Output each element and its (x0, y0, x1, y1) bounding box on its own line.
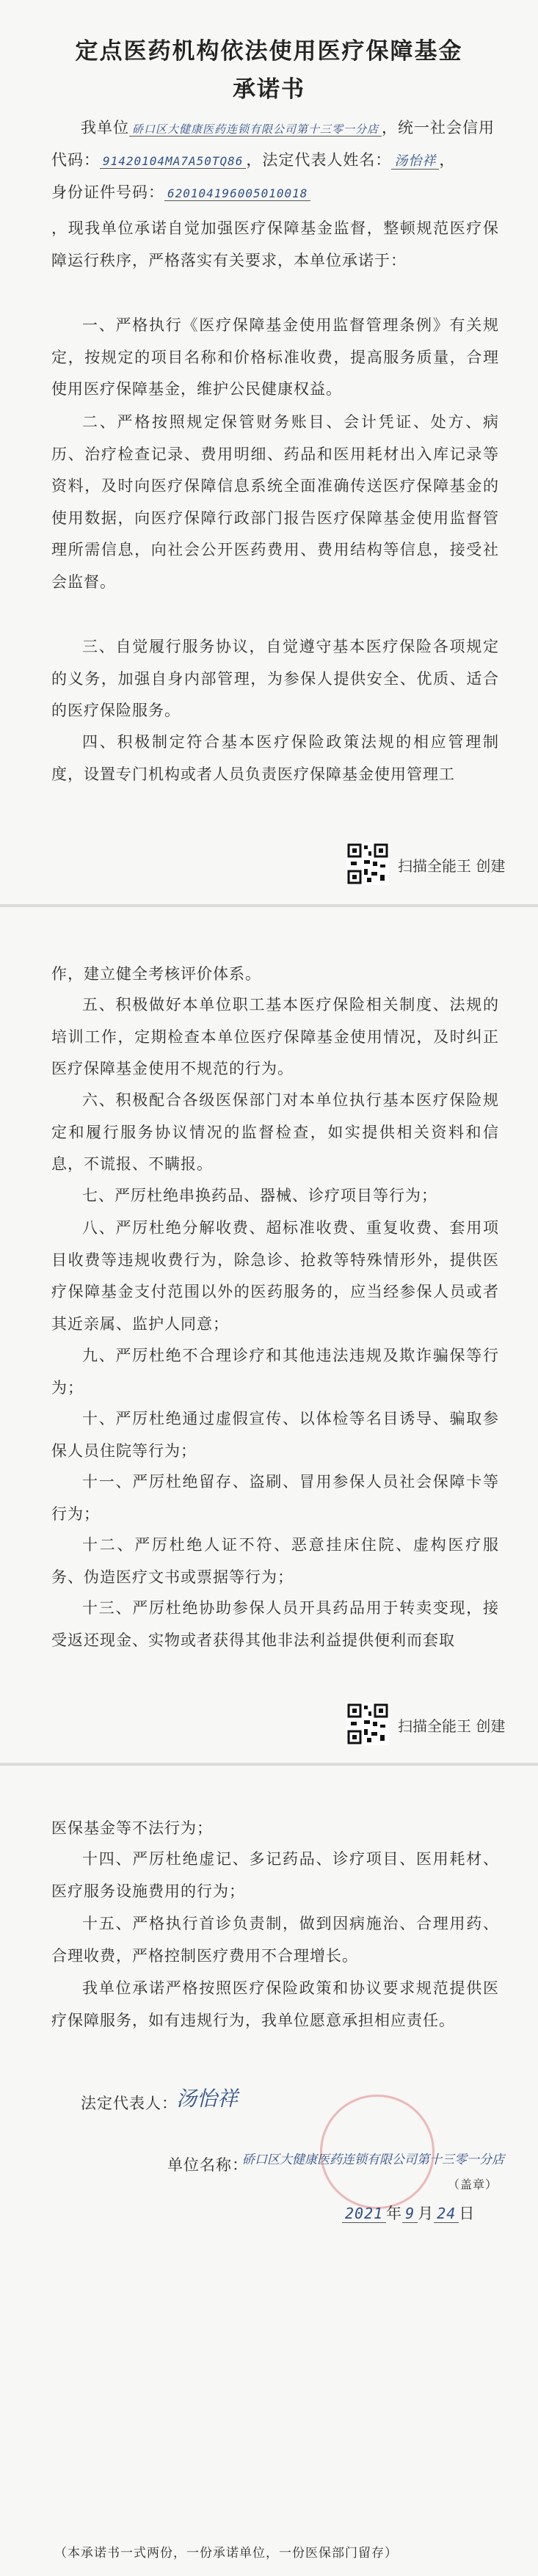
item-3: 三、自觉履行服务协议，自觉遵守基本医疗保险各项规定的义务，加强自身内部管理，为参保人提供安全、优质、适合的医疗保险服务。 (51, 638, 499, 719)
intro-text-a: 我单位 (81, 119, 129, 137)
intro-paragraph: ，现我单位承诺自觉加强医疗保障基金监督，整顿规范医疗保障运行秩序，严格落实有关要求，本单位承诺于： (51, 219, 499, 269)
scanned-page-1 (0, 0, 538, 904)
item-9: 九、严厉杜绝不合理诊疗和其他违法违规及欺诈骗保等行为； (51, 1347, 499, 1397)
item-12: 十二、严厉杜绝人证不符、恶意挂床住院、虚构医疗服务、伪造医疗文书或票据等行为； (51, 1536, 499, 1586)
intro-text-f: 身份证件号码： (51, 183, 164, 201)
scanner-watermark: 扫描全能王 创建 (398, 857, 506, 875)
unit-name-label: 单位名称： (167, 2156, 248, 2174)
item-10: 十、严厉杜绝通过虚假宣传、以体检等名目诱导、骗取参保人员住院等行为； (51, 1410, 499, 1460)
credit-code-handwritten: 91420104MA7A50TQ86 (100, 154, 246, 169)
date-day: 24 (434, 2205, 459, 2223)
item-6: 六、积极配合各级医保部门对本单位执行基本医疗保险规定和履行服务协议情况的监督检查，如实提供相关资料和信息，不谎报、不瞒报。 (51, 1091, 499, 1173)
item-15: 十五、严格执行首诊负责制，做到因病施治、合理用药、合理收费，严格控制医疗费用不合理增长。 (51, 1915, 499, 1965)
closing-statement: 我单位承诺严格按照医疗保险政策和协议要求规范提供医疗保障服务，如有违规行为，我单位愿意承担相应责任。 (51, 1979, 499, 2029)
unit-name-handwritten: 硚口区大健康医药连锁有限公司第十三零一分店 (129, 123, 382, 137)
qr-code-icon (346, 1703, 389, 1745)
scanned-page-2 (0, 907, 538, 1763)
date-year-label: 年 (386, 2205, 403, 2222)
item-11: 十一、严厉杜绝留存、盗刷、冒用参保人员社会保障卡等行为； (51, 1473, 499, 1523)
scanner-watermark: 扫描全能王 创建 (398, 1717, 506, 1735)
footnote: （本承诺书一式两份，一份承诺单位，一份医保部门留存） (54, 2546, 398, 2561)
item-7: 七、严厉杜绝串换药品、器械、诊疗项目等行为； (82, 1187, 437, 1204)
qr-code-icon (346, 843, 389, 885)
legal-rep-signature: 汤怡祥 (176, 2086, 239, 2111)
item-13-continued: 医保基金等不法行为； (51, 1819, 213, 1837)
seal-note: （盖章） (448, 2177, 498, 2191)
date-year: 2021 (342, 2205, 386, 2223)
id-number-handwritten: 620104196005010018 (164, 186, 310, 201)
item-4-continued: 作，建立健全考核评价体系。 (51, 965, 261, 983)
unit-name-signature: 硚口区大健康医药连锁有限公司第十三零一分店 (242, 2153, 504, 2167)
signing-date (342, 2202, 475, 2224)
item-8: 八、严厉杜绝分解收费、超标准收费、重复收费、套用项目收费等违规收费行为，除急诊、抢救等特殊情形外，提供医疗保障基金支付范围以外的医药服务的，应当经参保人员或者其近亲属、监护人同意； (51, 1219, 499, 1333)
intro-text-c: 代码： (51, 151, 100, 169)
item-2: 二、严格按照规定保管财务账目、会计凭证、处方、病历、治疗检查记录、费用明细、药品和医用耗材出入库记录等资料，及时向医疗保障信息系统全面准确传送医疗保障基金的使用数据，向医疗保障行政部门报告医疗保障基金使用监督管理所需信息，向社会公开医药费用、费用结构等信息，接受社会监督。 (51, 413, 499, 591)
doc-title-line2: 承诺书 (233, 76, 305, 103)
item-14: 十四、严厉杜绝虚记、多记药品、诊疗项目、医用耗材、医疗服务设施费用的行为； (51, 1850, 499, 1900)
intro-text-e: ， (439, 151, 456, 169)
item-5: 五、积极做好本单位职工基本医疗保险相关制度、法规的培训工作，定期检查本单位医疗保障基金使用情况，及时纠正医疗保障基金使用不规范的行为。 (51, 996, 499, 1077)
scanned-page-3 (0, 1766, 538, 2576)
intro-line-1 (81, 116, 495, 138)
intro-line-2 (51, 148, 455, 170)
rep-name-handwritten: 汤怡祥 (391, 153, 439, 170)
date-month-label: 月 (418, 2205, 435, 2222)
intro-line-3 (51, 181, 310, 203)
item-1: 一、严格执行《医疗保障基金使用监督管理条例》有关规定，按规定的项目名称和价格标准收费，提高服务质量，合理使用医疗保障基金，维护公民健康权益。 (51, 316, 499, 398)
doc-title-line1: 定点医药机构依法使用医疗保障基金 (75, 38, 463, 65)
item-13: 十三、严厉杜绝协助参保人员开具药品用于转卖变现，接受返还现金、实物或者获得其他非法利益提供便利而套取 (51, 1599, 499, 1649)
date-month: 9 (402, 2205, 418, 2223)
legal-rep-label: 法定代表人： (81, 2095, 178, 2112)
item-4: 四、积极制定符合基本医疗保险政策法规的相应管理制度，设置专门机构或者人员负责医疗保障基金使用管理工 (51, 733, 499, 783)
intro-text-b: ，统一社会信用 (382, 119, 495, 137)
intro-text-d: ，法定代表人姓名： (246, 151, 392, 169)
date-day-label: 日 (459, 2205, 476, 2222)
